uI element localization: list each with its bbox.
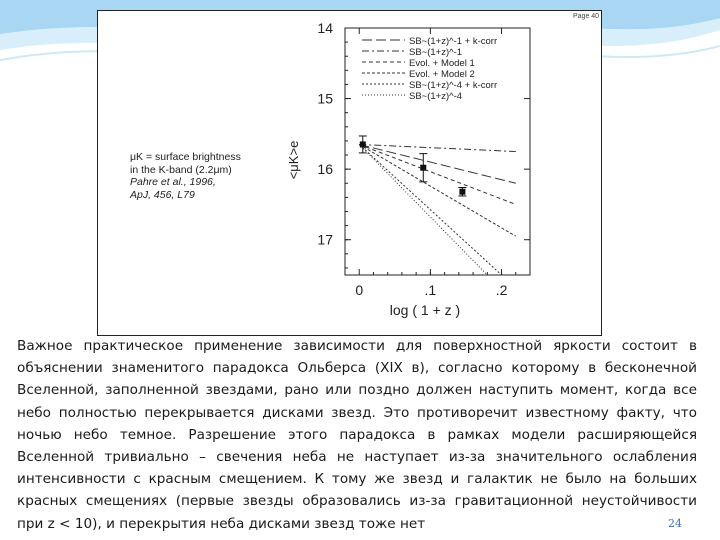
y-tick-label-2: 16 xyxy=(317,161,333,178)
y-tick-label-1: 15 xyxy=(317,90,333,107)
legend-label-3: Evol. + Model 2 xyxy=(409,69,475,80)
note-line-4: ApJ, 456, L79 xyxy=(130,188,195,201)
series-line-1 xyxy=(359,144,516,151)
series-line-3 xyxy=(359,144,516,236)
x-axis-label: log ( 1 + z ) xyxy=(389,302,461,318)
figure-note xyxy=(130,151,290,201)
y-axis-label: <μK>e xyxy=(286,140,301,180)
page-tag: Page 40 xyxy=(573,13,600,20)
legend-label-0: SB~(1+z)^-1 + k-corr xyxy=(409,36,498,47)
series-line-4 xyxy=(359,144,501,275)
note-line-2: in the K-band (2.2μm) xyxy=(130,163,232,176)
legend-label-1: SB~(1+z)^-1 xyxy=(409,47,463,58)
x-tick-label-1: .1 xyxy=(424,282,437,298)
data-point-2 xyxy=(459,189,465,195)
series-line-2 xyxy=(359,144,516,204)
y-tick-label-0: 14 xyxy=(317,20,333,36)
body-paragraph: Важное практическое применение зависимости для поверхностной яркости состоит в объяснении знаменитого парадокса Ольберса (XIX в), согласно которому в бесконечной Вселенной, заполненной звездами, рано или поздно должен наступить момент, когда все небо полностью перекрывается дисками звезд. Это противоречит известному факту, что ночью небо темное. Разрешение этого парадокса в рамках модели расширяющейся Вселенной тривиально – свечения неба не наступает из-за значительного ослабления интенсивности с красным смещением. К тому же звезд и галактик не было на больших красных смещениях (первые звезды образовались из-за гравитационной неустойчивости при z < 10), и перекрытия неба дисками звезд тоже нет xyxy=(17,338,697,532)
page-number: 24 xyxy=(668,517,682,530)
note-line-1: μK = surface brightness xyxy=(130,151,241,163)
x-tick-label-0: 0 xyxy=(355,282,364,298)
legend-label-4: SB~(1+z)^-4 + k-corr xyxy=(409,80,498,91)
legend-label-2: Evol. + Model 1 xyxy=(409,58,475,69)
data-point-1 xyxy=(420,165,426,171)
x-tick-label-2: .2 xyxy=(495,282,508,298)
data-point-0 xyxy=(360,141,366,147)
note-line-3: Pahre et al., 1996, xyxy=(130,176,216,188)
y-tick-label-3: 17 xyxy=(317,231,333,248)
legend-label-5: SB~(1+z)^-4 xyxy=(409,91,463,102)
series-line-0 xyxy=(359,144,516,183)
